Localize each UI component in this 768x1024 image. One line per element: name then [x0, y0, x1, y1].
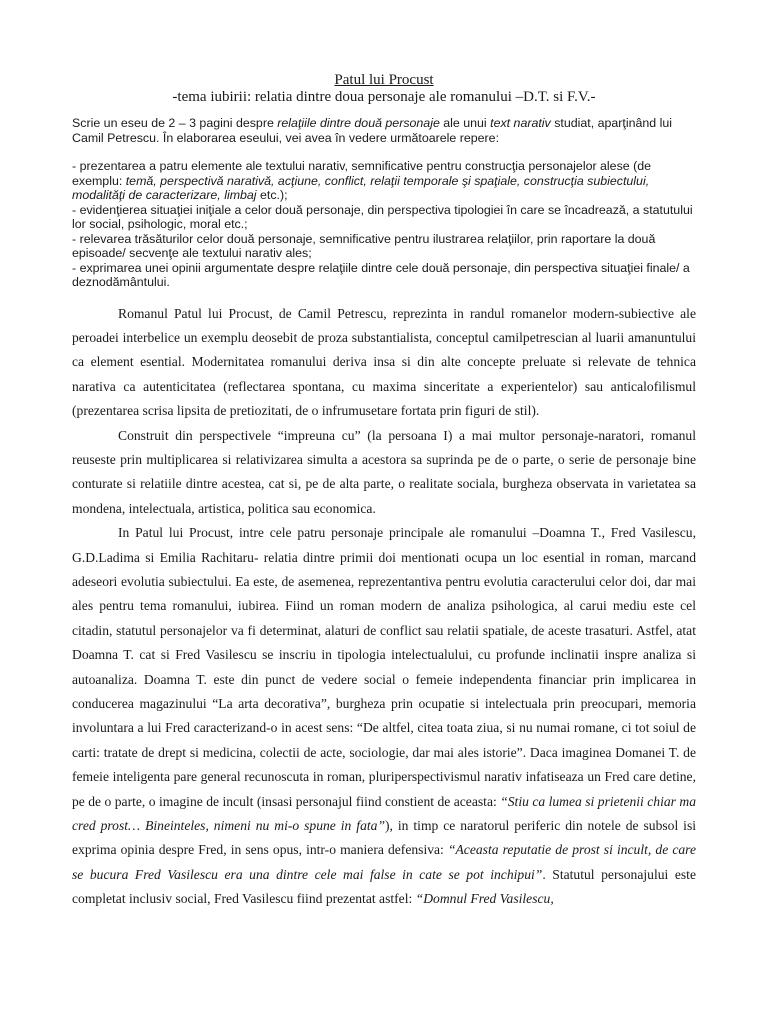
task-intro-emphasis: text narativ — [490, 116, 551, 130]
essay-paragraph-3 — [72, 521, 696, 912]
essay-paragraph-2: Construit din perspectivele “impreuna cu” (la persoana I) a mai multor personaje-naratori, romanul reuseste prin multiplicarea si relativizarea simulta a acestora sa suprinda pe de o parte, o serie de personaje bine conturate si relatiile dintre acestea, cat si, pe de alta parte, o realitate sociala, burgheza observata in varietatea sa mondena, intelectuala, artistica, politica sau economica. — [72, 427, 696, 516]
essay-paragraph-1: Romanul Patul lui Procust, de Camil Petrescu, reprezinta in randul romanelor modern-subiective ale peroadei interbelice un exemplu deosebit de proza substantialista, conceptul camilpetrescian al luarii amanuntului ca element esential. Modernitatea romanului deriva insa si din alte concepte preluate si relevate de tehnica narativa ca autenticitatea (reflectarea spontana, cu maxima sinceritate a experientelor) sau anticalofilismul (prezentarea scrisa lipsita de pretiozitati, de o infrumusetare fortata prin figuri de stil). — [72, 305, 696, 419]
document-subtitle: -tema iubirii: relatia dintre doua personaje ale romanului –D.T. si F.V.- — [172, 89, 596, 105]
task-item-2: - evidenţierea situaţiei iniţiale a celor două personaje, din perspectiva tipologiei în care se încadrează, a statutului lor social, psihologic, moral etc.; — [72, 202, 693, 231]
essay-quote: “Aceasta reputatie de prost si incult, de care se bucura Fred Vasilescu era una dintre cele mai false in cate se pot inchipui” — [72, 842, 696, 882]
task-intro — [72, 116, 696, 145]
task-intro-emphasis: relaţiile dintre două personaje — [277, 116, 440, 130]
essay-quote: “Domnul Fred Vasilescu, — [415, 891, 554, 907]
essay-text: . Statutul personajului este completat inclusiv social, Fred Vasilescu fiind prezentat astfel: — [72, 866, 696, 907]
task-item-4: - exprimarea unei opinii argumentate despre relaţiile dintre cele două personaje, din perspectiva situaţiei finale/ a deznodământului. — [72, 260, 690, 289]
task-intro-text: studiat, aparţinând lui Camil Petrescu. În elaborarea eseului, vei avea în vedere următoarele repere: — [72, 116, 672, 145]
task-item-emphasis: temă, perspectivă narativă, acţiune, conflict, relaţii temporale şi spaţiale, construcţia subiectului, modalităţi de caracterizare, limbaj — [72, 173, 650, 202]
task-intro-text: ale unui — [439, 116, 491, 130]
essay-text: In Patul lui Procust, intre cele patru personaje principale ale romanului –Doamna T., Fred Vasilescu, G.D.Ladima si Emilia Rachitaru- relatia dintre primii doi mentionati ocupa un loc esential in roman, marcand adeseori evolutia subiectului. Ea este, de asemenea, reprezentantiva pentru evolutia caracterului celor doi, dar mai ales pentru tema romanului, iubirea. Fiind un roman modern de analiza psihologica, al carui mediu este cel citadin, statutul personajelor va fi determinat, alaturi de conflict sau relatii spatiale, de aceste trasaturi. Astfel, atat Doamna T. cat si Fred Vasilescu se inscriu in tipologia intelectualului, cu profunde inclinatii inspre analiza si autoanaliza. Doamna T. este din punct de vedere social o femeie independenta financiar prin implicarea in conducerea magazinului “La arta decorativa”, burgheza prin ocupatie si intelectuala prin preocupari, memoria involuntara a lui Fred caracterizand-o in acest sens: “De altfel, citea toata ziua, si nu numai romane, ci tot soiul de carti: tratate de drept si medicina, colectii de acte, sociologie, dar mai ales istorie”. Daca imaginea Domanei T. de femeie inteligenta pare general recunoscuta in roman, pluriperspectivismul narativ infatiseaza un Fred care detine, pe de o parte, o imagine de incult (insasi personajul fiind constient de aceasta: — [72, 525, 696, 809]
essay-text: ), in timp ce naratorul periferic din notele de subsol isi exprima opinia despre Fred, in sens opus, intr-o maniera defensiva: — [72, 818, 697, 858]
task-item-3: - relevarea trăsăturilor celor două personaje, semnificative pentru ilustrarea relaţiilor, prin raportare la două episoade/ secvenţe ale textului narativ ales; — [72, 231, 656, 260]
document-title: Patul lui Procust — [334, 72, 434, 88]
essay-quote: “Stiu ca lumea si prietenii chiar ma cred prost… Bineinteles, nimeni nu mi-o spune in fata” — [72, 793, 697, 834]
task-item-text: - prezentarea a patru elemente ale textului narativ, semnificative pentru construcţia personajelor alese (de exemplu: — [72, 159, 652, 188]
task-item-1 — [72, 159, 696, 203]
task-item-text: etc.); — [256, 188, 288, 202]
task-intro-text: Scrie un eseu de 2 – 3 pagini despre — [72, 116, 278, 130]
